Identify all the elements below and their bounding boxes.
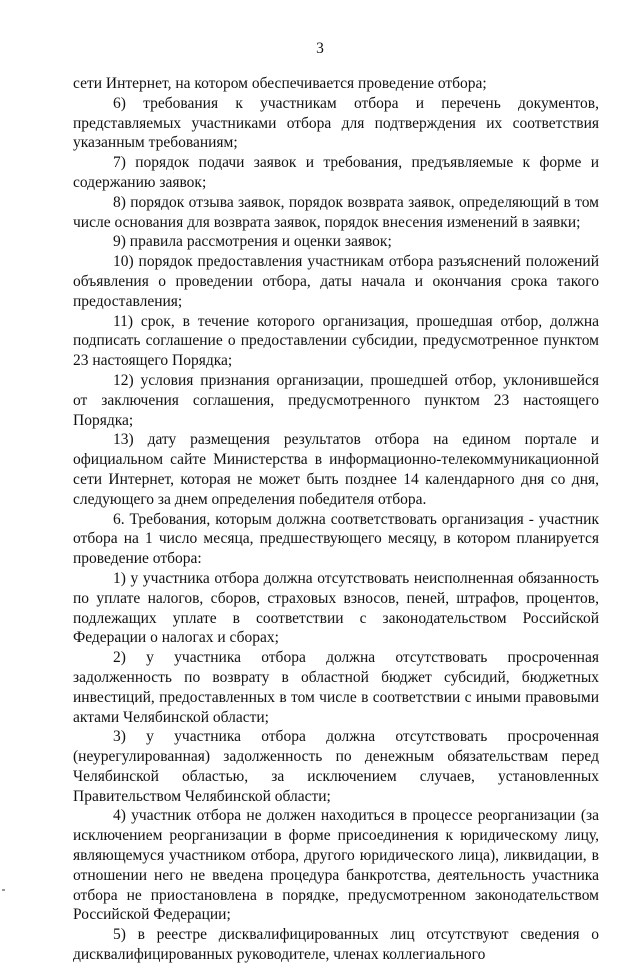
scan-edge-mark	[2, 889, 5, 891]
paragraph-item-11: 11) срок, в течение которого организация, прошедшая отбор, должна подписать соглашение о предоставлении субсидии, предусмотренное пунктом 23 настоящего Порядка;	[73, 312, 599, 370]
paragraph-requirement-2: 2) у участника отбора должна отсутствовать просроченная задолженность по возврату в областной бюджет субсидий, бюджетных инвестиций, предоставленных в том числе в соответствии с иными правовыми актами Челябинской области;	[73, 649, 599, 726]
page-number: 3	[316, 40, 324, 57]
paragraph-item-7: 7) порядок подачи заявок и требования, предъявляемые к форме и содержанию заявок;	[73, 154, 599, 191]
body-text	[73, 74, 599, 965]
paragraph-requirement-4: 4) участник отбора не должен находиться в процессе реорганизации (за исключением реорганизации в форме присоединения к юридическому лицу, являющемуся участником отбора, другого юридического лица), ликвидации, в отношении него не введена процедура банкротства, деятельность участника отбора не приостановлена в порядке, предусмотренном законодательством Российской Федерации;	[73, 807, 599, 924]
paragraph-section-6: 6. Требования, которым должна соответствовать организация - участник отбора на 1 число месяца, предшествующего месяцу, в котором планируется проведение отбора:	[73, 510, 599, 568]
paragraph-item-6: 6) требования к участникам отбора и перечень документов, представляемых участниками отбора для подтверждения их соответствия указанным требованиям;	[73, 94, 599, 152]
paragraph-item-9: 9) правила рассмотрения и оценки заявок;	[113, 233, 392, 251]
paragraph-requirement-3: 3) у участника отбора должна отсутствовать просроченная (неурегулированная) задолженность по денежным обязательствам перед Челябинской областью, за исключением случаев, установленных Правительством Челябинской области;	[73, 728, 599, 805]
paragraph-requirement-1: 1) у участника отбора должна отсутствовать неисполненная обязанность по уплате налогов, сборов, страховых взносов, пеней, штрафов, процентов, подлежащих уплате в соответствии с законодательством Российской Федерации о налогах и сборах;	[73, 569, 599, 647]
paragraph-continuation: сети Интернет, на котором обеспечивается проведение отбора;	[73, 75, 487, 92]
paragraph-item-12: 12) условия признания организации, прошедшей отбор, уклонившейся от заключения соглашения, предусмотренного пунктом 23 настоящего Порядка;	[73, 371, 599, 429]
paragraph-item-13: 13) дату размещения результатов отбора на едином портале и официальном сайте Министерства в информационно-телекоммуникационной сети Интернет, которая не может быть позднее 14 календарного дня со дня, следующего за днем определения победителя отбора.	[73, 431, 599, 508]
paragraph-item-8: 8) порядок отзыва заявок, порядок возврата заявок, определяющий в том числе основания для возврата заявок, порядок внесения изменений в заявки;	[73, 193, 599, 231]
paragraph-requirement-5: 5) в реестре дисквалифицированных лиц отсутствуют сведения о дисквалифицированных руководителе, членах коллегиального	[73, 926, 599, 964]
paragraph-item-10: 10) порядок предоставления участникам отбора разъяснений положений объявления о проведении отбора, даты начала и окончания срока такого предоставления;	[73, 253, 599, 310]
